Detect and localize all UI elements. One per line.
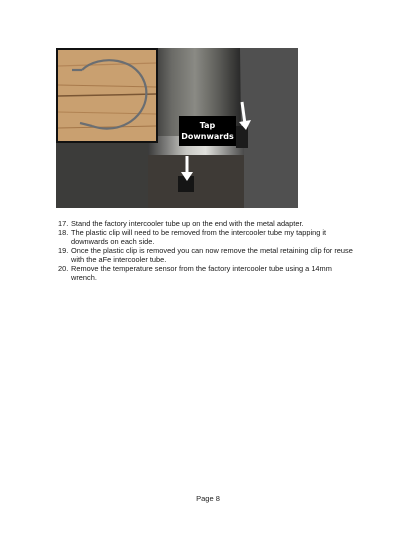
callout-line-1: Tap [199, 121, 216, 130]
step-number: 20. [58, 264, 69, 273]
step-text: The plastic clip will need to be removed from the intercooler tube my tapping it downwards on each side. [71, 228, 327, 246]
step-text: Once the plastic clip is removed you can now remove the metal retaining clip for reuse with the aFe intercooler tube. [71, 246, 353, 264]
step-item [58, 219, 358, 228]
step-text: Stand the factory intercooler tube up on the end with the metal adapter. [71, 219, 304, 228]
intercooler-tube-photo [56, 48, 298, 208]
step-item [58, 264, 358, 282]
tap-downwards-callout [179, 116, 236, 146]
instruction-steps [58, 219, 358, 282]
step-number: 19. [58, 246, 69, 255]
step-item [58, 246, 358, 264]
step-number: 18. [58, 228, 69, 237]
callout-line-2: Downwards [181, 132, 234, 141]
step-number: 17. [58, 219, 69, 228]
clip-on-wood-illustration [58, 50, 156, 141]
step-text: Remove the temperature sensor from the factory intercooler tube using a 14mm wrench. [71, 264, 332, 282]
step-item [58, 228, 358, 246]
page-number: Page 8 [196, 494, 220, 503]
metal-clip-inset-photo [56, 48, 158, 143]
